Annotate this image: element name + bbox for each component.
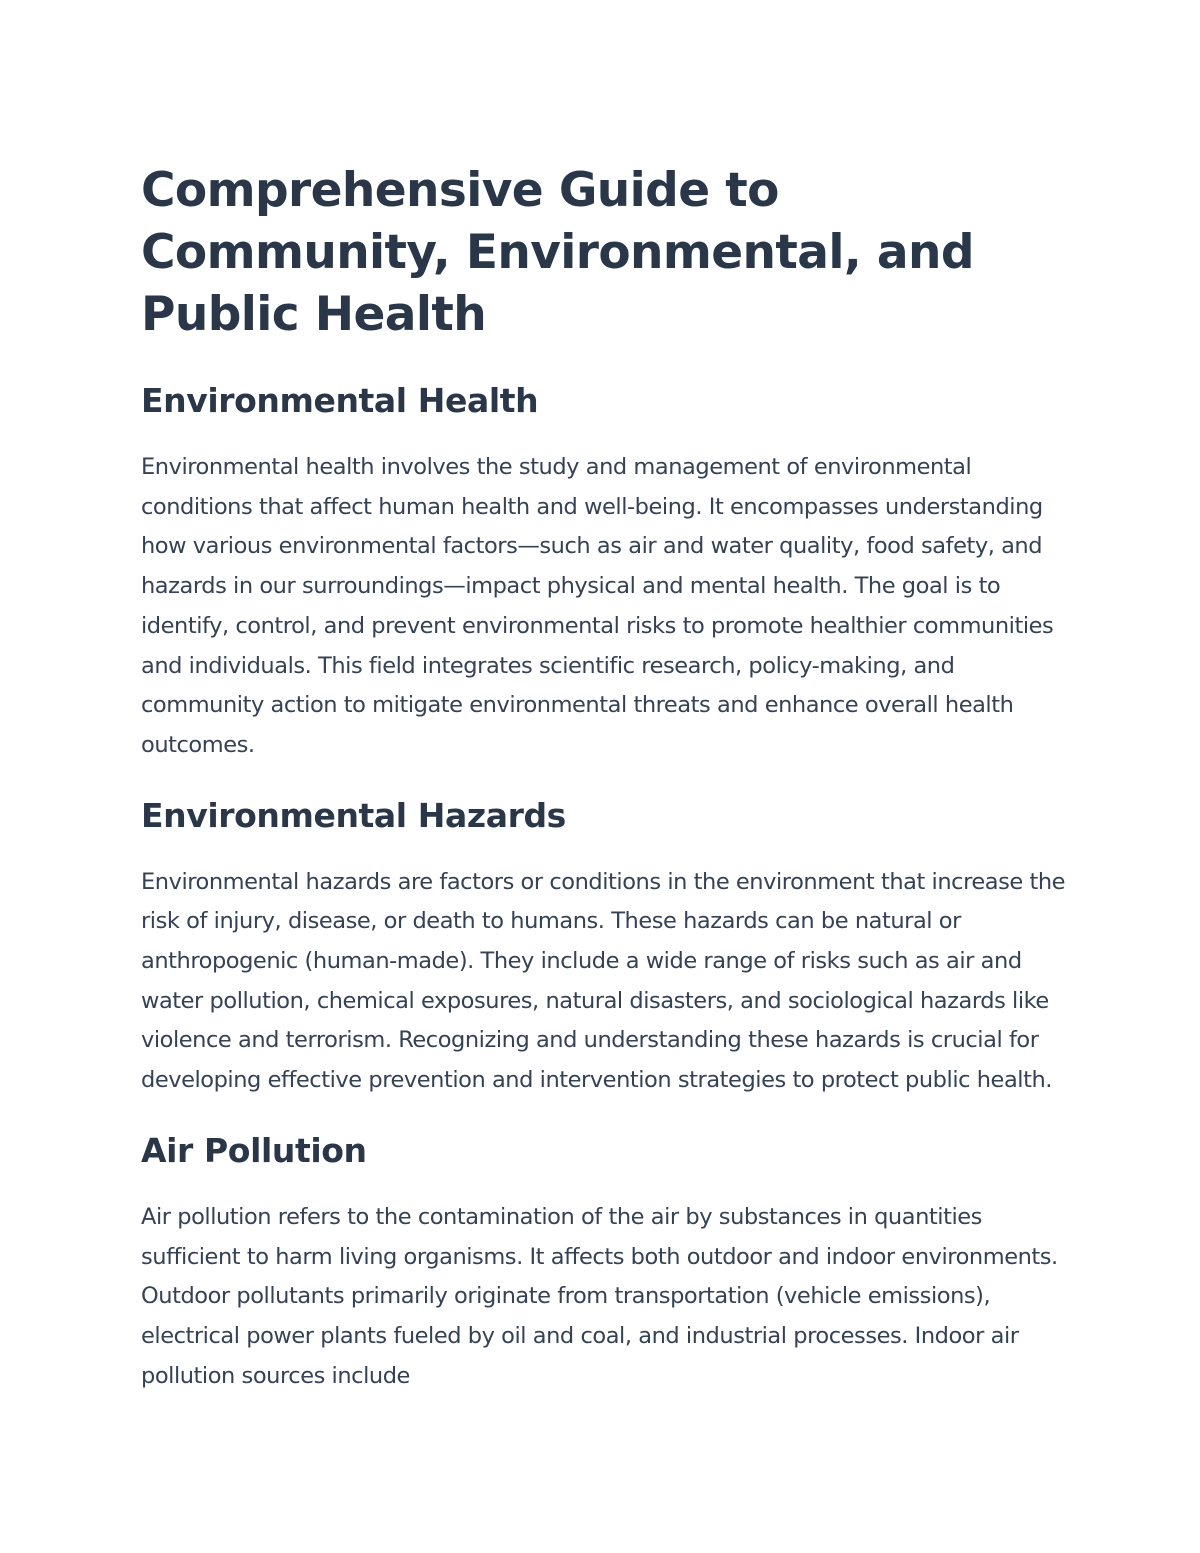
document-title: Comprehensive Guide to Community, Environmental, and Public Health <box>141 163 974 342</box>
section-environmental-hazards <box>141 794 1071 1101</box>
section-environmental-health <box>141 379 1071 766</box>
section-paragraph: Air pollution refers to the contamination of the air by substances in quantities sufficient to harm living organisms. It affects both outdoor and indoor environments. Outdoor pollutants primarily originate from transportation (vehicle emissions), electrical power plants fueled by oil and coal, and industrial processes. Indoor air pollution sources include <box>141 1203 1058 1389</box>
document-page <box>141 160 1071 1424</box>
section-heading: Air Pollution <box>141 1130 367 1170</box>
section-paragraph: Environmental health involves the study and management of environmental conditions that affect human health and well-being. It encompasses understanding how various environmental factors—such as air and water quality, food safety, and hazards in our surroundings—impact physical and mental health. The goal is to identify, control, and prevent environmental risks to promote healthier communities and individuals. This field integrates scientific research, policy-making, and community action to mitigate environmental threats and enhance overall health outcomes. <box>141 454 1054 758</box>
section-heading: Environmental Health <box>141 381 539 420</box>
section-paragraph: Environmental hazards are factors or conditions in the environment that increase the risk of injury, disease, or death to humans. These hazards can be natural or anthropogenic (human-made). They include a wide range of risks such as air and water pollution, chemical exposures, natural disasters, and sociological hazards like violence and terrorism. Recognizing and understanding these hazards is crucial for developing effective prevention and intervention strategies to protect public health. <box>141 868 1066 1094</box>
section-heading: Environmental Hazards <box>141 795 566 835</box>
section-air-pollution <box>141 1129 1071 1397</box>
